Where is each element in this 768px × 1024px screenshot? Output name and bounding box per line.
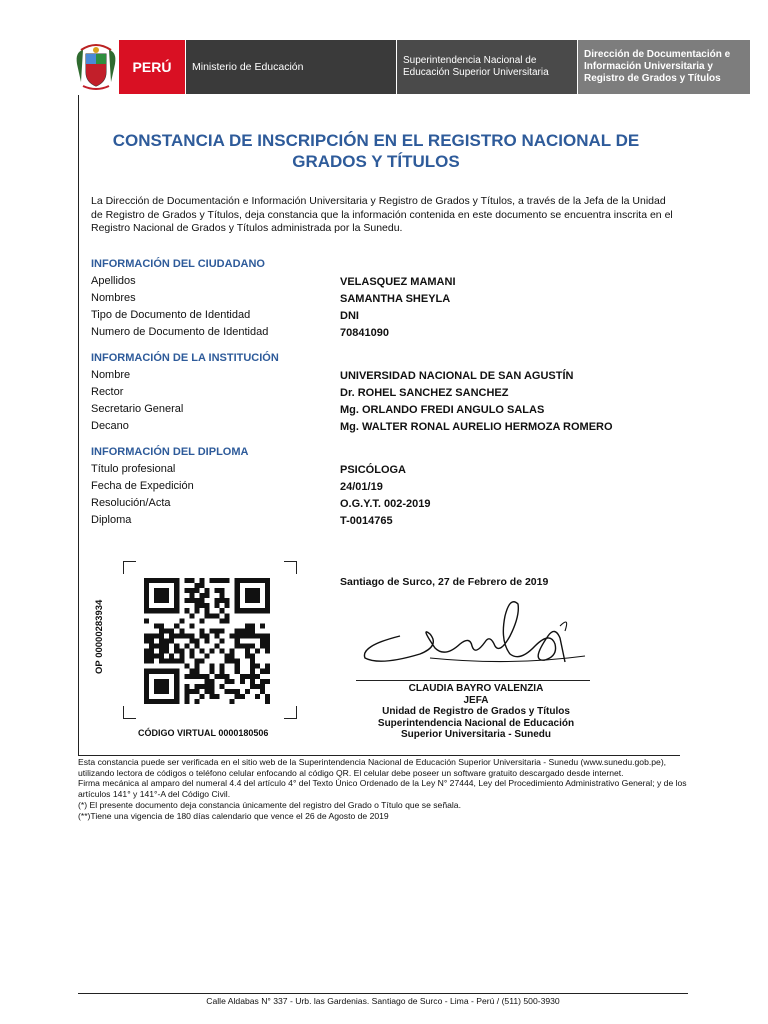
field-value: Mg. ORLANDO FREDI ANGULO SALAS <box>340 404 545 416</box>
signature-line <box>356 680 590 681</box>
qr-frame-corner <box>123 706 136 719</box>
field-value: T-0014765 <box>340 515 393 527</box>
footnote: (**)Tiene una vigencia de 180 días calendario que vence el 26 de Agosto de 2019 <box>78 810 389 821</box>
document-title: CONSTANCIA DE INSCRIPCIÓN EN EL REGISTRO NACIONAL DE GRADOS Y TÍTULOS <box>112 131 640 171</box>
field-label: Apellidos <box>91 275 136 287</box>
intro-paragraph: La Dirección de Documentación e Información Universitaria y Registro de Grados y Títulos, a través de la Jefa de la Unidad de Registro de Grados y Títulos, deja constancia que la información contenida en este documento se encuentra inscrita en el Registro Nacional de Grados y Títulos administrada por la Sunedu. <box>91 195 673 234</box>
field-value: 24/01/19 <box>340 481 383 493</box>
field-label: Rector <box>91 386 124 398</box>
footnote-rule <box>78 755 680 756</box>
coat-of-arms-icon <box>73 42 119 92</box>
field-value: O.G.Y.T. 002-2019 <box>340 498 431 510</box>
field-label: Nombres <box>91 292 136 304</box>
field-value: Dr. ROHEL SANCHEZ SANCHEZ <box>340 387 509 399</box>
field-label: Diploma <box>91 514 132 526</box>
address-rule <box>78 993 688 994</box>
ministry-label: Ministerio de Educación <box>186 40 396 94</box>
field-value: Mg. WALTER RONAL AURELIO HERMOZA ROMERO <box>340 421 613 433</box>
field-label: Fecha de Expedición <box>91 480 194 492</box>
field-value: VELASQUEZ MAMANI <box>340 276 456 288</box>
section-heading-citizen: INFORMACIÓN DEL CIUDADANO <box>91 258 265 270</box>
field-label: Título profesional <box>91 463 176 475</box>
footnote: (*) El presente documento deja constancia únicamente del registro del Grado o Título que se señala. <box>78 799 461 810</box>
footnote: Firma mecánica al amparo del numeral 4.4 del artículo 4° del Texto Único Ordenado de la Ley N° 27444, Ley del Procedimiento Administrativo General; y de los artículos 141° y 141°-A del Código Civil. <box>78 778 687 800</box>
field-value: UNIVERSIDAD NACIONAL DE SAN AGUSTÍN <box>340 370 574 382</box>
signer-unit: Unidad de Registro de Grados y Títulos <box>382 706 570 717</box>
field-label: Nombre <box>91 369 131 381</box>
signer-org-line2: Superior Universitaria - Sunedu <box>400 729 552 740</box>
field-label: Resolución/Acta <box>91 497 171 509</box>
qr-frame-corner <box>284 706 297 719</box>
footnote: Esta constancia puede ser verificada en el sitio web de la Superintendencia Nacional de Educación Superior Universitaria - Sunedu (www.sunedu.gob.pe), utilizando lectora de códigos o teléfono celular enfocando al código QR. El celular debe poseer un software gratuito descargado desde internet. <box>78 757 667 778</box>
peru-label: PERÚ <box>119 40 185 94</box>
qr-code-icon[interactable] <box>144 578 270 704</box>
field-value: PSICÓLOGA <box>340 464 407 476</box>
virtual-code: CÓDIGO VIRTUAL 0000180506 <box>138 728 269 738</box>
header-banner <box>73 40 731 94</box>
qr-frame-corner <box>284 561 297 574</box>
field-value: 70841090 <box>340 327 389 339</box>
field-label: Decano <box>91 420 129 432</box>
qr-frame-corner <box>123 561 136 574</box>
signer-name: CLAUDIA BAYRO VALENZIA <box>408 683 544 694</box>
signer-role: JEFA <box>463 694 489 706</box>
op-number: OP 00000283934 <box>94 599 105 674</box>
signer-block <box>340 683 612 741</box>
address: Calle Aldabas N° 337 - Urb. las Gardenias. Santiago de Surco - Lima - Perú / (511) 500-3930 <box>206 996 560 1006</box>
field-label: Numero de Documento de Identidad <box>91 326 269 338</box>
field-value: SAMANTHA SHEYLA <box>340 293 451 305</box>
sunedu-label: Superintendencia Nacional de Educación Superior Universitaria <box>397 40 577 94</box>
section-heading-diploma: INFORMACIÓN DEL DIPLOMA <box>91 446 249 458</box>
signer-org-line1: Superintendencia Nacional de Educación <box>377 717 575 729</box>
section-heading-institution: INFORMACIÓN DE LA INSTITUCIÓN <box>91 352 279 364</box>
direction-label: Dirección de Documentación e Información Universitaria y Registro de Grados y Títulos <box>578 40 750 94</box>
footnotes <box>78 757 688 821</box>
field-label: Tipo de Documento de Identidad <box>91 309 251 321</box>
place-date: Santiago de Surco, 27 de Febrero de 2019 <box>340 576 549 588</box>
handwritten-signature-icon <box>360 596 590 676</box>
field-value: DNI <box>340 310 359 322</box>
left-rule <box>78 95 79 755</box>
field-label: Secretario General <box>91 403 184 415</box>
